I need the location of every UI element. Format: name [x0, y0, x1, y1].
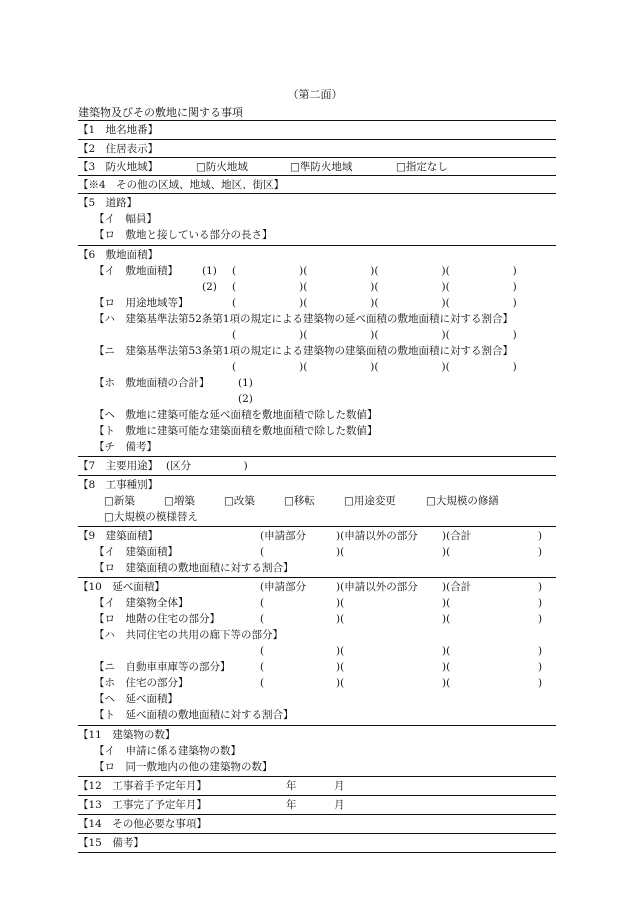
start-month-unit: 月 [334, 780, 345, 792]
relocation-checkbox[interactable]: □移転 [284, 495, 315, 507]
site-area-number-2: (2) [202, 281, 217, 293]
value-paren-non-applied[interactable]: )( [336, 677, 345, 689]
section-2-label: 【2 住居表示】 [78, 143, 159, 155]
use-change-checkbox[interactable]: □用途変更 [344, 495, 396, 507]
no-designation-checkbox[interactable]: □指定なし [396, 161, 448, 173]
header-close-paren: ) [538, 530, 543, 542]
road-width-label: 【イ 幅員】 [94, 213, 157, 225]
value-paren-close: ) [538, 677, 543, 689]
value-paren-non-applied[interactable]: )( [336, 597, 345, 609]
bcr-ratio-label: 【ニ 建築基準法第53条第1項の規定による建築物の建築面積の敷地面積に対する割合】 [94, 345, 514, 357]
value-paren-non-applied[interactable]: )( [336, 645, 345, 657]
section-divider [78, 852, 556, 853]
value-parentheses-row[interactable]: ( )( )( )( ) [232, 265, 517, 277]
section-divider [78, 577, 556, 578]
value-paren-applied[interactable]: ( [260, 597, 265, 609]
value-paren-total[interactable]: )( [442, 613, 451, 625]
section-10-title: 【10 延べ面積】 [78, 581, 165, 593]
site-area-total-label: 【ホ 敷地面積の合計】 [94, 377, 210, 389]
fire-zone-checkbox[interactable]: □防火地域 [196, 161, 248, 173]
quasi-fire-zone-checkbox[interactable]: □準防火地域 [290, 161, 353, 173]
applied-buildings-count-label: 【イ 申請に係る建築物の数】 [94, 745, 241, 757]
value-parentheses-row[interactable]: ( )( )( )( ) [232, 297, 517, 309]
section-divider [78, 475, 556, 476]
form-subtitle: 建築物及びその敷地に関する事項 [78, 106, 243, 119]
section-9-title: 【9 建築面積】 [78, 530, 159, 542]
section-divider [78, 245, 556, 246]
header-total: )(合計 [442, 581, 472, 593]
far-ratio-label: 【ハ 建築基準法第52条第1項の規定による建築物の延べ面積の敷地面積に対する割合】 [94, 313, 514, 325]
section-4-label: 【※4 その他の区域、地域、地区、街区】 [78, 179, 285, 191]
value-paren-close: ) [538, 645, 543, 657]
value-paren-total[interactable]: )( [442, 661, 451, 673]
section-divider [78, 814, 556, 815]
site-area-total-number-1: (1) [238, 377, 253, 389]
section-14-label: 【14 その他必要な事項】 [78, 818, 207, 830]
value-paren-close: ) [538, 613, 543, 625]
common-corridor-label: 【ハ 共同住宅の共用の廊下等の部分】 [94, 629, 283, 641]
basement-housing-label: 【ロ 地階の住宅の部分】 [94, 613, 220, 625]
allowable-building-area-ratio-label: 【ト 敷地に建築可能な建築面積を敷地面積で除した数値】 [94, 425, 378, 437]
value-paren-close: ) [538, 546, 543, 558]
section-divider [78, 725, 556, 726]
section-divider [78, 776, 556, 777]
section-divider [78, 120, 556, 121]
value-paren-total[interactable]: )( [442, 677, 451, 689]
section-5-title: 【5 道路】 [78, 197, 138, 209]
section-3-label: 【3 防火地域】 [78, 161, 159, 173]
new-construction-checkbox[interactable]: □新築 [104, 495, 135, 507]
other-buildings-count-label: 【ロ 同一敷地内の他の建築物の数】 [94, 761, 273, 773]
value-parentheses-row[interactable]: ( )( )( )( ) [232, 281, 517, 293]
site-area-total-number-2: (2) [238, 393, 253, 405]
extension-checkbox[interactable]: □増築 [164, 495, 195, 507]
section-15-label: 【15 備考】 [78, 837, 144, 849]
value-paren-close: ) [538, 661, 543, 673]
value-paren-non-applied[interactable]: )( [336, 661, 345, 673]
header-non-applied-part: )(申請以外の部分 [336, 530, 418, 542]
value-paren-total[interactable]: )( [442, 546, 451, 558]
section-divider [78, 193, 556, 194]
floor-area-ratio-label: 【ト 延べ面積の敷地面積に対する割合】 [94, 709, 294, 721]
allowable-floor-area-ratio-label: 【ヘ 敷地に建築可能な延べ面積を敷地面積で除した数値】 [94, 409, 378, 421]
value-parentheses-row[interactable]: ( )( )( )( ) [232, 361, 517, 373]
site-area-label: 【イ 敷地面積】 [94, 265, 178, 277]
section-6-title: 【6 敷地面積】 [78, 249, 159, 261]
section-divider [78, 526, 556, 527]
building-area-label: 【イ 建築面積】 [94, 546, 178, 558]
value-paren-non-applied[interactable]: )( [336, 546, 345, 558]
section-13-label: 【13 工事完了予定年月】 [78, 799, 207, 811]
section-11-title: 【11 建築物の数】 [78, 729, 176, 741]
road-frontage-label: 【ロ 敷地と接している部分の長さ】 [94, 229, 273, 241]
section-divider [78, 795, 556, 796]
housing-part-label: 【ホ 住宅の部分】 [94, 677, 189, 689]
completion-month-unit: 月 [334, 799, 345, 811]
header-total: )(合計 [442, 530, 472, 542]
total-floor-area-label: 【ヘ 延べ面積】 [94, 693, 178, 705]
header-applied-part: (申請部分 [260, 530, 307, 542]
whole-building-label: 【イ 建築物全体】 [94, 597, 189, 609]
reconstruction-checkbox[interactable]: □改築 [224, 495, 255, 507]
value-paren-applied[interactable]: ( [260, 677, 265, 689]
value-paren-applied[interactable]: ( [260, 613, 265, 625]
main-use-category-field[interactable]: (区分 ) [166, 460, 248, 472]
value-paren-non-applied[interactable]: )( [336, 613, 345, 625]
section-divider [78, 139, 556, 140]
garage-label: 【ニ 自動車車庫等の部分】 [94, 661, 231, 673]
completion-year-unit: 年 [286, 799, 297, 811]
section-divider [78, 456, 556, 457]
building-coverage-ratio-label: 【ロ 建築面積の敷地面積に対する割合】 [94, 562, 294, 574]
value-paren-applied[interactable]: ( [260, 645, 265, 657]
site-remarks-label: 【チ 備考】 [94, 441, 157, 453]
value-paren-total[interactable]: )( [442, 597, 451, 609]
section-1-label: 【1 地名地番】 [78, 124, 159, 136]
value-paren-total[interactable]: )( [442, 645, 451, 657]
header-close-paren: ) [538, 581, 543, 593]
section-12-label: 【12 工事着手予定年月】 [78, 780, 207, 792]
section-divider [78, 157, 556, 158]
value-paren-applied[interactable]: ( [260, 546, 265, 558]
major-remodeling-checkbox[interactable]: □大規模の模様替え [104, 511, 198, 523]
major-repair-checkbox[interactable]: □大規模の修繕 [426, 495, 499, 507]
section-divider [78, 833, 556, 834]
value-paren-applied[interactable]: ( [260, 661, 265, 673]
site-area-number-1: (1) [202, 265, 217, 277]
section-7-label: 【7 主要用途】 [78, 460, 159, 472]
value-paren-close: ) [538, 597, 543, 609]
section-8-title: 【8 工事種別】 [78, 479, 159, 491]
section-divider [78, 175, 556, 176]
value-parentheses-row[interactable]: ( )( )( )( ) [232, 329, 517, 341]
header-non-applied-part: )(申請以外の部分 [336, 581, 418, 593]
use-zone-label: 【ロ 用途地域等】 [94, 297, 189, 309]
header-applied-part: (申請部分 [260, 581, 307, 593]
start-year-unit: 年 [286, 780, 297, 792]
page-label: （第二面） [287, 88, 343, 101]
